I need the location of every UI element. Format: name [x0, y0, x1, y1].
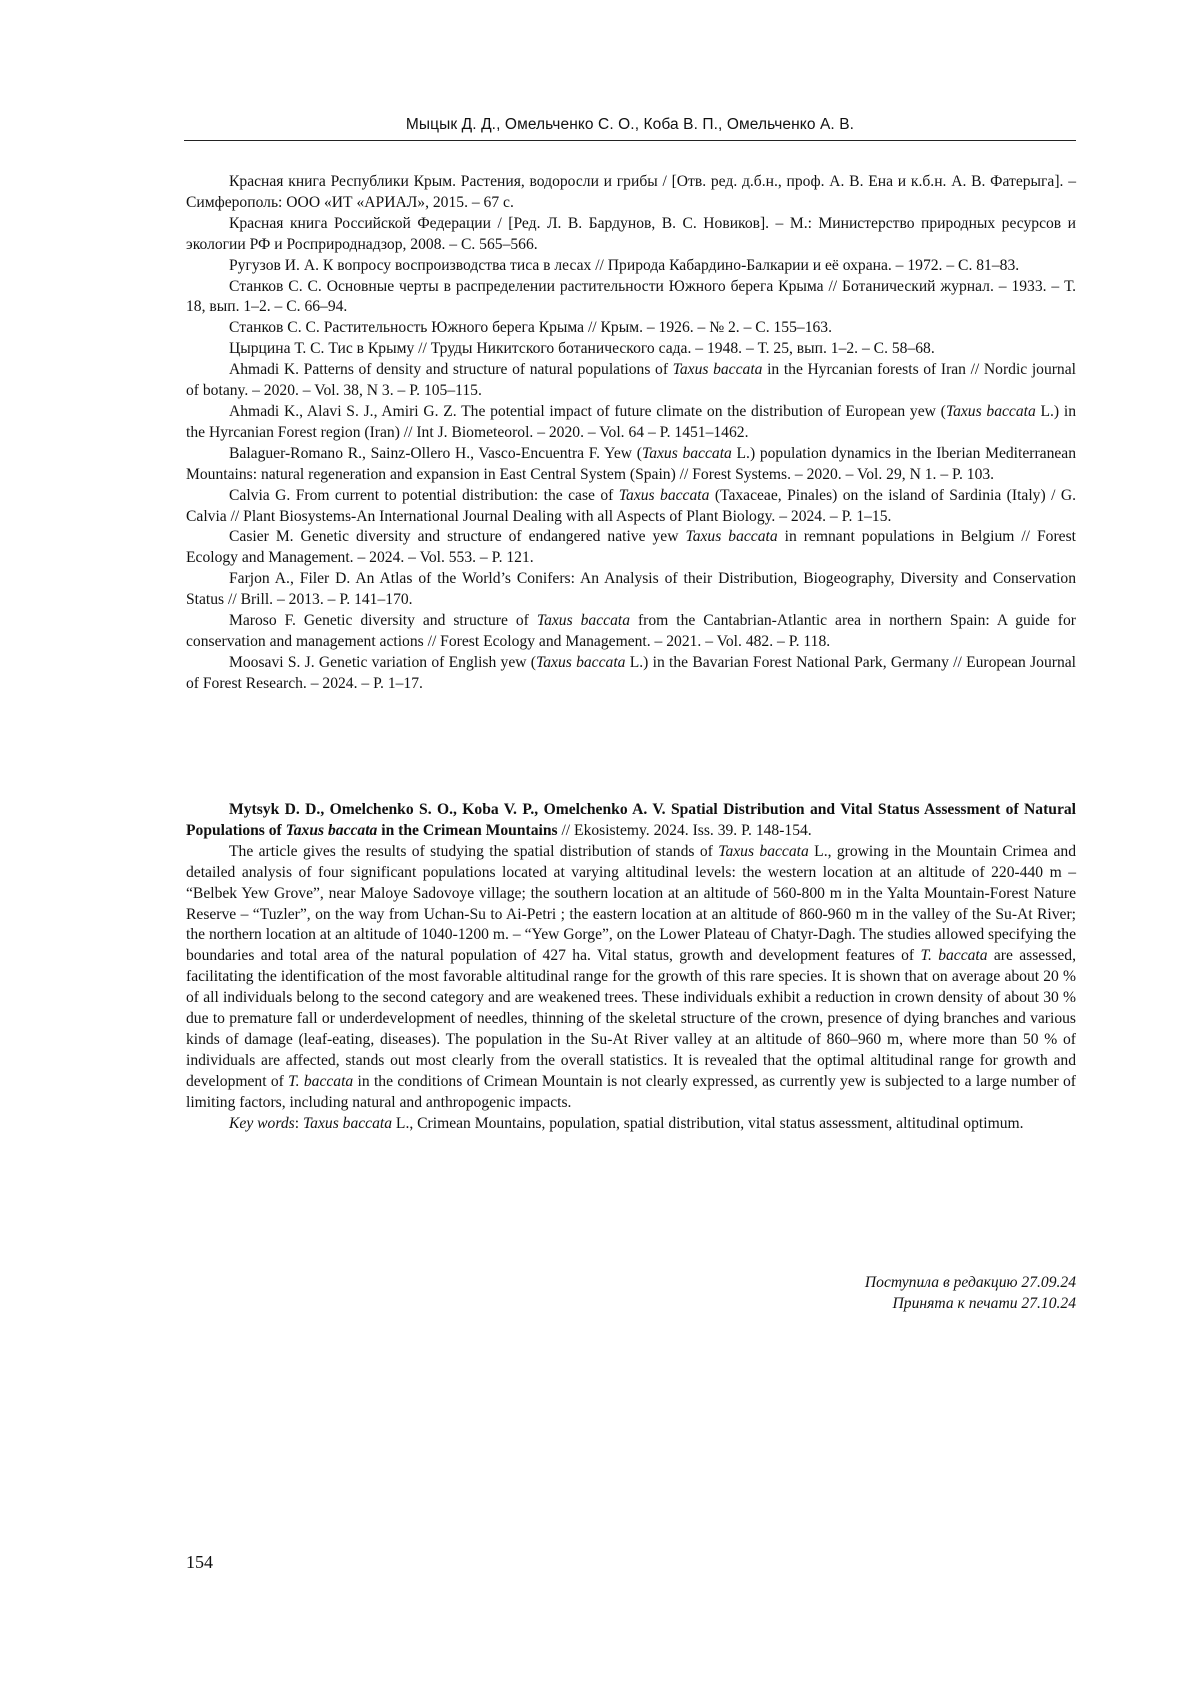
reference-text: L.) in the Bavarian Forest National Park, Germany // European Journal of Forest Research. – 2024. – P. 1–17.	[186, 653, 1077, 692]
citation-species: Taxus baccata	[285, 821, 378, 839]
citation-title-part: in the Crimean Mountains	[377, 821, 558, 839]
english-abstract	[186, 800, 1076, 1135]
keywords-separator: :	[294, 1114, 303, 1132]
reference-text: Moosavi S. J. Genetic variation of English yew (	[229, 653, 536, 671]
citation-title-part: Spatial Distribution and Vital Status Assessment of Natural Populations of	[186, 801, 1076, 839]
species-name: Taxus baccata	[718, 842, 809, 860]
reference-entry	[186, 653, 1076, 695]
species-name: Taxus baccata	[672, 361, 763, 379]
abstract-text: are assessed, facilitating the identification of the most favorable altitudinal range for the growth of this rare species. It is shown that on average about 20 % of all individuals belong to the second category and are weakened trees. These individuals exhibit a reduction in crown density of about 30 % due to premature fall or underdevelopment of needles, thinning of the skeletal structure of the crown, presence of dying branches and various kinds of damage (leaf-eating, diseases). The population in the Su-At River valley at an altitude of 860–960 m, where more than 50 % of individuals are affected, stands out most clearly from the overall statistics. It is revealed that the optimal altitudinal range for growth and development of	[186, 947, 1076, 1090]
reference-text: in the Hyrcanian forests of Iran // Nordic journal of botany. – 2020. – Vol. 38, N 3. – P. 105–115.	[186, 361, 1076, 400]
species-name: Taxus baccata	[536, 612, 630, 630]
reference-text: Станков С. С. Растительность Южного берега Крыма // Крым. – 1926. – № 2. – С. 155–163.	[229, 319, 832, 337]
reference-text: Красная книга Республики Крым. Растения, водоросли и грибы / [Отв. ред. д.б.н., проф. А. В. Ена и к.б.н. А. В. Фатерыга]. – Симферополь: ООО «ИТ «АРИАЛ», 2015. – 67 с.	[186, 173, 1076, 211]
running-head: Мыцык Д. Д., Омельченко С. О., Коба В. П., Омельченко А. В.	[405, 116, 855, 133]
species-name: Taxus baccata	[618, 486, 710, 504]
received-date: Поступила в редакцию 27.09.24	[864, 1274, 1076, 1291]
reference-entry	[186, 360, 1076, 402]
submission-dates	[700, 1272, 1076, 1314]
species-name: Taxus baccata	[302, 1114, 393, 1132]
species-name: Taxus baccata	[536, 653, 626, 671]
reference-text: Maroso F. Genetic diversity and structure of	[229, 612, 537, 630]
species-name: T. baccata	[920, 947, 988, 965]
species-name: T. baccata	[288, 1072, 354, 1090]
reference-text: L.) population dynamics in the Iberian Mediterranean Mountains: natural regeneration and expansion in East Central System (Spain) // Forest Systems. – 2020. – Vol. 29, N 1. – P. 103.	[186, 444, 1077, 483]
reference-entry	[186, 444, 1076, 486]
reference-text: Ahmadi K. Patterns of density and structure of natural populations of	[229, 361, 673, 379]
reference-text: Balaguer-Romano R., Sainz-Ollero H., Vasco-Encuentra F. Yew (	[229, 444, 642, 462]
reference-text: Calvia G. From current to potential distribution: the case of	[229, 486, 619, 504]
reference-text: Farjon A., Filer D. An Atlas of the World’s Conifers: An Analysis of their Distribution, Biogeography, Diversity and Conservation Status // Brill. – 2013. – P. 141–170.	[186, 570, 1076, 609]
abstract-text: in the conditions of Crimean Mountain is not clearly expressed, as currently yew is subjected to a large number of limiting factors, including natural and anthropogenic impacts.	[186, 1072, 1076, 1111]
citation-source: // Ekosistemy. 2024. Iss. 39. P. 148-154.	[557, 821, 812, 839]
reference-text: Ahmadi K., Alavi S. J., Amiri G. Z. The potential impact of future climate on the distribution of European yew (	[229, 402, 946, 420]
keywords-text: L., Crimean Mountains, population, spatial distribution, vital status assessment, altitudinal optimum.	[392, 1114, 1024, 1132]
citation-authors: Mytsyk D. D., Omelchenko S. O., Koba V. P., Omelchenko A. V.	[229, 801, 666, 818]
reference-entry	[186, 339, 1076, 360]
reference-text: (Taxaceae, Pinales) on the island of Sardinia (Italy) / G. Calvia // Plant Biosystems-An International Journal Dealing with all Aspects of Plant Biology. – 2024. – P. 1–15.	[186, 486, 1076, 525]
reference-text: Станков С. С. Основные черты в распределении растительности Южного берега Крыма // Ботанический журнал. – 1933. – Т. 18, вып. 1–2. – С. 66–94.	[186, 277, 1076, 316]
reference-text: Цырцина Т. С. Тис в Крыму // Труды Никитского ботанического сада. – 1948. – Т. 25, вып. 1–2. – С. 58–68.	[229, 340, 935, 358]
reference-entry	[186, 172, 1076, 214]
reference-entry	[186, 402, 1076, 444]
reference-entry	[186, 277, 1076, 319]
keywords	[186, 1114, 1076, 1135]
reference-text: from the Cantabrian-Atlantic area in northern Spain: A guide for conservation and management actions // Forest Ecology and Management. – 2021. – Vol. 482. – P. 118.	[186, 612, 1076, 650]
keywords-label: Key words	[229, 1114, 295, 1132]
species-name: Taxus baccata	[685, 528, 778, 546]
reference-entry	[186, 256, 1076, 277]
species-name: Taxus baccata	[945, 402, 1036, 420]
reference-entry	[186, 569, 1076, 611]
reference-entry	[186, 214, 1076, 256]
reference-text: in remnant populations in Belgium // Forest Ecology and Management. – 2024. – Vol. 553. – P. 121.	[186, 528, 1076, 567]
abstract-text: The article gives the results of studying the spatial distribution of stands of	[229, 842, 719, 860]
reference-entry	[186, 486, 1076, 528]
species-name: Taxus baccata	[641, 444, 732, 462]
accepted-date: Принята к печати 27.10.24	[892, 1295, 1076, 1312]
reference-entry	[186, 318, 1076, 339]
reference-entry	[186, 527, 1076, 569]
reference-text: Ругузов И. А. К вопросу воспроизводства тиса в лесах // Природа Кабардино-Балкарии и её охрана. – 1972. – С. 81–83.	[229, 256, 1020, 274]
page-number: 154	[186, 1552, 213, 1572]
abstract-text: L., growing in the Mountain Crimea and detailed analysis of four significant populations located at varying altitudinal levels: the western location at an altitude of 220-440 m – “Belbek Yew Grove”, near Maloye Sadovoye village; the southern location at an altitude of 560-800 m in the Yalta Mountain-Forest Nature Reserve – “Tuzler”, on the way from Uchan-Su to Ai-Petri ; the eastern location at an altitude of 860-960 m in the valley of the Su-At River; the northern location at an altitude of 1040-1200 m. – “Yew Gorge”, on the Lower Plateau of Chatyr-Dagh. The studies allowed specifying the boundaries and total area of the natural population of 427 ha. Vital status, growth and development features of	[186, 842, 1076, 965]
reference-text: L.) in the Hyrcanian Forest region (Iran) // Int J. Biometeorol. – 2020. – Vol. 64 – P. 1451–1462.	[186, 402, 1076, 441]
reference-text: Casier M. Genetic diversity and structure of endangered native yew	[229, 528, 686, 546]
header-rule	[184, 140, 1076, 141]
abstract-body	[186, 842, 1076, 1114]
reference-list	[186, 172, 1076, 695]
reference-text: Красная книга Российской Федерации / [Ред. Л. В. Бардунов, В. С. Новиков]. – М.: Министерство природных ресурсов и экологии РФ и Росприроднадзор, 2008. – С. 565–566.	[186, 214, 1076, 253]
abstract-citation	[186, 800, 1076, 842]
reference-entry	[186, 611, 1076, 653]
